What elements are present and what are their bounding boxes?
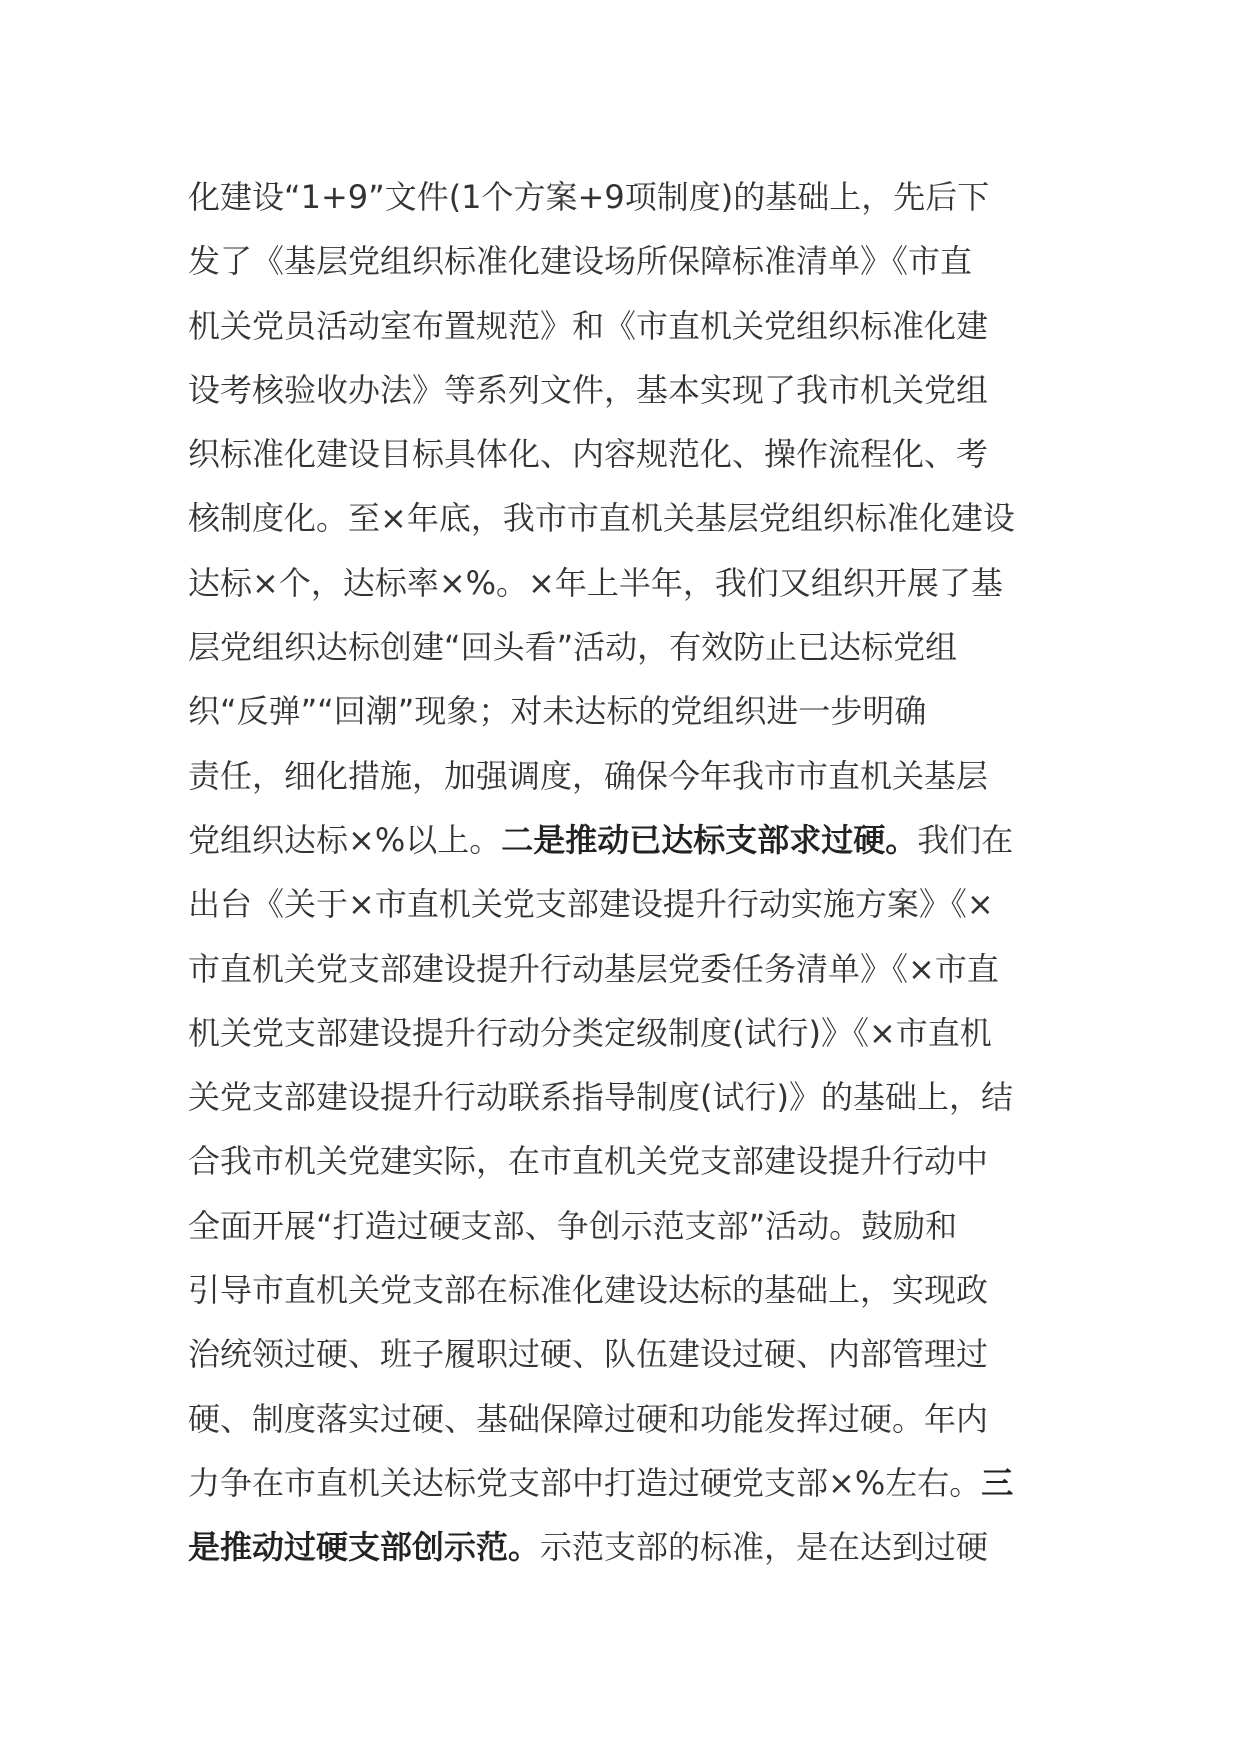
paragraph-text: 力争在市直机关达标党支部中打造过硬党支部×%左右。 [188, 1463, 982, 1502]
text-line [188, 1065, 1062, 1129]
paragraph-text: 机关党员活动室布置规范》和《市直机关党组织标准化建 [188, 306, 989, 345]
paragraph-text: 关党支部建设提升行动联系指导制度(试行)》的基础上，结 [188, 1078, 1013, 1117]
bold-heading-text: 是推动过硬支部创示范。 [188, 1528, 541, 1567]
paragraph-text: 引导市直机关党支部在标准化建设达标的基础上，实现政 [188, 1271, 989, 1310]
text-line [188, 1451, 1062, 1515]
text-line [188, 1387, 1062, 1451]
text-line [188, 294, 1062, 358]
paragraph-text: 出台《关于×市直机关党支部建设提升行动实施方案》《× [188, 885, 994, 924]
text-line [188, 165, 1062, 229]
paragraph-text: 设考核验收办法》等系列文件，基本实现了我市机关党组 [188, 370, 989, 409]
paragraph-text: 织标准化建设目标具体化、内容规范化、操作流程化、考 [188, 435, 989, 474]
paragraph-text: 层党组织达标创建“回头看”活动，有效防止已达标党组 [188, 628, 958, 667]
paragraph-text: 达标×个，达标率×%。×年上半年，我们又组织开展了基 [188, 563, 1003, 602]
text-line [188, 679, 1062, 743]
text-line [188, 551, 1062, 615]
text-line [188, 422, 1062, 486]
paragraph-text: 发了《基层党组织标准化建设场所保障标准清单》《市直 [188, 242, 973, 281]
text-line [188, 358, 1062, 422]
text-line [188, 1515, 1062, 1579]
text-line [188, 744, 1062, 808]
paragraph-text: 化建设“1+9”文件(1个方案+9项制度)的基础上，先后下 [188, 178, 990, 216]
paragraph-text: 核制度化。至×年底，我市市直机关基层党组织标准化建设 [188, 499, 1015, 538]
paragraph-text: 责任，细化措施，加强调度，确保今年我市市直机关基层 [188, 756, 989, 795]
text-line [188, 1129, 1062, 1193]
text-line [188, 615, 1062, 679]
paragraph-text: 织“反弹”“回潮”现象；对未达标的党组织进一步明确 [188, 692, 927, 731]
bold-heading-text: 二是推动已达标支部求过硬。 [501, 820, 918, 859]
text-line [188, 1194, 1062, 1258]
text-line [188, 1001, 1062, 1065]
text-line [188, 486, 1062, 550]
paragraph-text: 示范支部的标准，是在达到过硬 [540, 1528, 989, 1567]
paragraph-text: 全面开展“打造过硬支部、争创示范支部”活动。鼓励和 [188, 1206, 958, 1245]
paragraph-text: 治统领过硬、班子履职过硬、队伍建设过硬、内部管理过 [188, 1335, 989, 1374]
text-line [188, 872, 1062, 936]
text-line [188, 1322, 1062, 1386]
bold-heading-text: 三 [981, 1463, 1014, 1502]
paragraph-text: 机关党支部建设提升行动分类定级制度(试行)》《×市直机 [188, 1013, 992, 1052]
paragraph-text: 合我市机关党建实际，在市直机关党支部建设提升行动中 [188, 1142, 989, 1181]
paragraph-text: 市直机关党支部建设提升行动基层党委任务清单》《×市直 [188, 949, 999, 988]
paragraph-text: 硬、制度落实过硬、基础保障过硬和功能发挥过硬。年内 [188, 1399, 989, 1438]
text-line [188, 229, 1062, 293]
paragraph-text: 党组织达标×%以上。 [188, 820, 502, 859]
text-line [188, 1258, 1062, 1322]
paragraph-text: 我们在 [917, 820, 1014, 859]
body-text [188, 165, 1062, 1580]
text-line [188, 808, 1062, 872]
text-line [188, 937, 1062, 1001]
